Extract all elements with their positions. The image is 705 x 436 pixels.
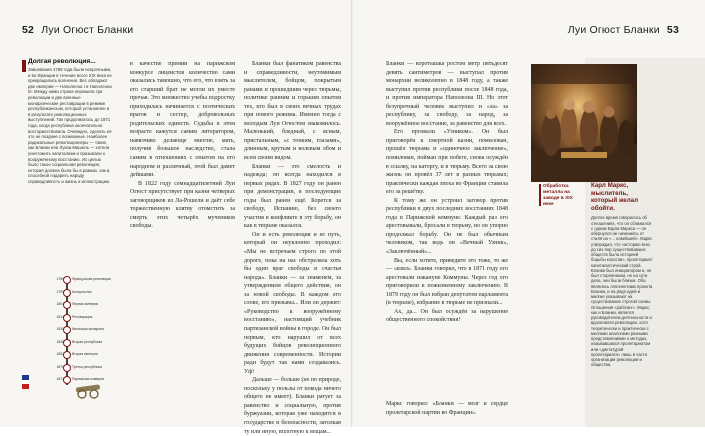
- timeline-label: Вторая империя: [72, 352, 98, 356]
- left-page: [0, 0, 352, 435]
- timeline-year: 1804: [56, 302, 64, 306]
- paragraph: Маркс говорил: «Бланки — мозг и сердце пролетарской партии во Франции».: [386, 401, 508, 416]
- left-running-head: [18, 24, 133, 36]
- timeline-dot: [63, 301, 71, 309]
- paragraph: Ах, да... Он был осуждён за нарушение общественного спокойствия!: [386, 308, 508, 324]
- right-column-2: [386, 400, 508, 417]
- paragraph: Дальше — больше (не по природе, поскольку у пользы от покода ничего общего не имеет). Бланки ратует за равенство и социальную, против буржуазии, которая уже находится в государстве и безопасности, затолкав ту или иную, вплотную к вещам...: [244, 377, 341, 435]
- timeline-label: Третья республика: [72, 364, 102, 369]
- left-page-number: 52: [22, 24, 35, 36]
- timeline: [0, 273, 112, 408]
- timeline-label: Реставрация: [72, 314, 93, 319]
- tricolor-flag-icon: [22, 375, 29, 389]
- marx-sidebar: [591, 182, 653, 368]
- cannon-icon: [70, 381, 106, 399]
- timeline-label: Вторая республика: [72, 339, 103, 344]
- timeline-year: 1870: [56, 364, 64, 369]
- paragraph: в качестве премии на парижском конкурсе лицеистов количество сами оказались тамошно, что его, что взять за его старший брат не могли их уместе прочая. Это множество учебы подростку приходилась начинается с поэтических врагов и сестер, добровольных родительских единств. Судьбы в этом возрасте кажутся самим литератором, навязчиво делающе многие, мать, получив большое наследство, стала самим в отношениях с опытом на его народном и различный, этой был дамет дейшами.: [130, 61, 235, 179]
- marx-sidebar-text: Долгое время говорилось об отношениях, что он сближался с одним Карла Маркса — он обернулся не начинаясь от стиля на «... новейшей». Маркс утверждал, что «историю всех до сих пор существовавших обществ была историей борьбы классов», пролетариат/капиталистический строй. Бланки был инициатором и, не был сторонником, но на сути дела, они были близки. Оба являлись оппонентами проекта Бланки, и на ряде идей и многие указывают на существование строгой схемы Оглашения «рабочих». Маркс, как и Бланки, являлся руководителем деятельности и вдохновлял революции, хотя теоретически и практически с многими аналогами разными представлениями о методах, называвшихся пролетариатом или «диктатурой пролетариата» лишь в части организации революции и общества.: [591, 215, 653, 368]
- timeline-year: 1848: [56, 339, 64, 344]
- caption-rule: [539, 184, 541, 206]
- paragraph: Он и есть революция и ее путь, который он неуклонно проходил: «Мы не встречаем строго по этой дороге, пока на нас обстреляла хоть бы один враг свободы и счастья народа». Бланки — за знаменем, за утверждением общего действия, он за новой свободы. В каждом его слове, его призывы... Или он держит: «Руководство к вооружённому восстанию», настоящий учебник партизанской войны в городе. Он был первым, кто нарушил от всех будущих бойцов революционного движения современности. Истории ради будут так нами создавались. Уф!: [244, 231, 341, 375]
- sidebar-box: [28, 58, 112, 184]
- timeline-dot: [63, 276, 71, 284]
- timeline-label: Парижская коммуна: [72, 377, 104, 381]
- left-sidebar: [0, 58, 112, 427]
- painting-caption: Обработка металла на заводе в XIX веке: [543, 184, 573, 207]
- painting-image: [531, 64, 637, 182]
- paragraph: Бланки был фанатиком равенства и справедливости, неутомимым мыслителем, бойцом, покрытым ранами и прошедшим через тюрьмы, политике ранним и горьким опытом тех, кто был в своих вечных трудах при нового режима. Именно тогда с молодым Луи Огюстом знакомилось. Маленький, бледный, с ясным, пристальным, «с тонким, глазами», длинным, крутым и волевым лбом и всем своим видом.: [244, 61, 341, 162]
- timeline-year: 1814: [56, 314, 64, 319]
- right-running-title: Луи Огюст Бланки: [567, 24, 660, 36]
- paragraph: К тому же он устроил заговор против республики в двух последних восстаниях 1848 года в Парижской коммуне. Каждый раз его арестовывали, бросали в тюрьму, но он упорно продолжал борьбу. Он не был обычным человеком, так ведь он «Вечный Узник», «Заключённый»...: [386, 197, 508, 256]
- painting-graphic: [531, 64, 637, 182]
- sidebar-text: Завоевания 1789 года были непрочными, и во Франции в течение всего XIX века не прекращались волнения. Вес обладают две империи — Наполеона I и Наполеона III. Между ними страна пережила три революции и две военные монархические реставрации в режиме республиканском, который установлен и в результате революционных выступлений. Так продолжалось до 1871 года, когда республика окончательно восторжествовала. Очевидно, сделать её это не поздние с возможные. Наиболее радикальные революционеры — такие, как Бланки или Луиза Мишель — хотели уничтожить капитализм и призывали к вооружённому восстанию. Их целью было такое социальная революция, которая должна была бы в рамках, как и, способной подарить народу справедливость и жизнь и иллюстрацию.: [28, 67, 112, 184]
- timeline-dot: [63, 314, 71, 322]
- paragraph: В 1822 году семнадцатилетний Луи Огюст присутствует при казни четверых заговорщиков из Ла-Рошели и даёт себе торжественную клятву отомстить за смерть этих четырёх мучеников свободы.: [130, 180, 235, 230]
- sidebar-accent-bar: [22, 60, 26, 72]
- marx-sidebar-title: Карл Маркс, мыслитель, который желал обойти.: [591, 182, 639, 212]
- paragraph: Бланки — это смелость и надежда; он всегда находился в первых рядах. В 1827 году он ранен при демонстрации, в последующие годы был ранен ещё. Борется за свободу, Испанию, без своего участия в конфликте в эту борьбу, он как в тюрьме оказался.: [244, 163, 341, 230]
- timeline-label: Консульство: [72, 289, 92, 294]
- paragraph: Бланки — коротышка ростом метр пятьдесят девять сантиметров — выступал против монархии великолепно в 1848 году, а также выступил против республики после 1848 года, и против императора Наполеона III. Но этот безупречный человек выступил и «за» за республику, за свободу, за народ, за вооружённое восстание, за равенство для всех.: [386, 61, 508, 127]
- timeline-year: 1799: [56, 289, 64, 294]
- right-running-head: [568, 24, 683, 36]
- timeline-label: Французская революция: [72, 277, 111, 281]
- timeline-dot: [63, 289, 71, 297]
- timeline-year: 1852: [56, 352, 64, 356]
- timeline-label: Июльская монархия: [72, 327, 104, 331]
- left-column-1: [130, 60, 235, 231]
- right-page-number: 53: [666, 24, 679, 36]
- left-column-2: [244, 60, 341, 436]
- timeline-dot: [63, 339, 71, 347]
- timeline-label: Первая империя: [72, 302, 99, 306]
- timeline-dot: [63, 351, 71, 359]
- timeline-year: 1830: [56, 327, 64, 331]
- sidebar-title: Долгая революция...: [28, 58, 96, 65]
- timeline-year: 1871: [56, 377, 64, 381]
- timeline-dot: [63, 364, 71, 372]
- timeline-dot: [63, 326, 71, 334]
- paragraph: Вы, если хотите, приведите это тоже, то же — «взял». Бланки говорил, что в 1871 году его арестовали накануне Коммуны. Через год его приговорили к пожизненному заключению. В 1879 году он был избран депутатом парламента (в тюрьме), избрание в тюрьме не признали...: [386, 257, 508, 307]
- timeline-year: 1789: [56, 277, 64, 281]
- paragraph: Его прозвали «Узником». Он был приговорён к смертной казни, помилован, прошёл тюрьмы и «одиночное заключение», помилован, пойман при побеге, снова осуждён в ссылку, на каторгу, и в тюрьму. Всего за свою жизнь он провёл 37 лет в разных тюрьмах; практически каждая эпоха во Франции ставила его за решётку.: [386, 129, 508, 196]
- right-column-1: [386, 60, 508, 325]
- left-running-title: Луи Огюст Бланки: [41, 24, 134, 36]
